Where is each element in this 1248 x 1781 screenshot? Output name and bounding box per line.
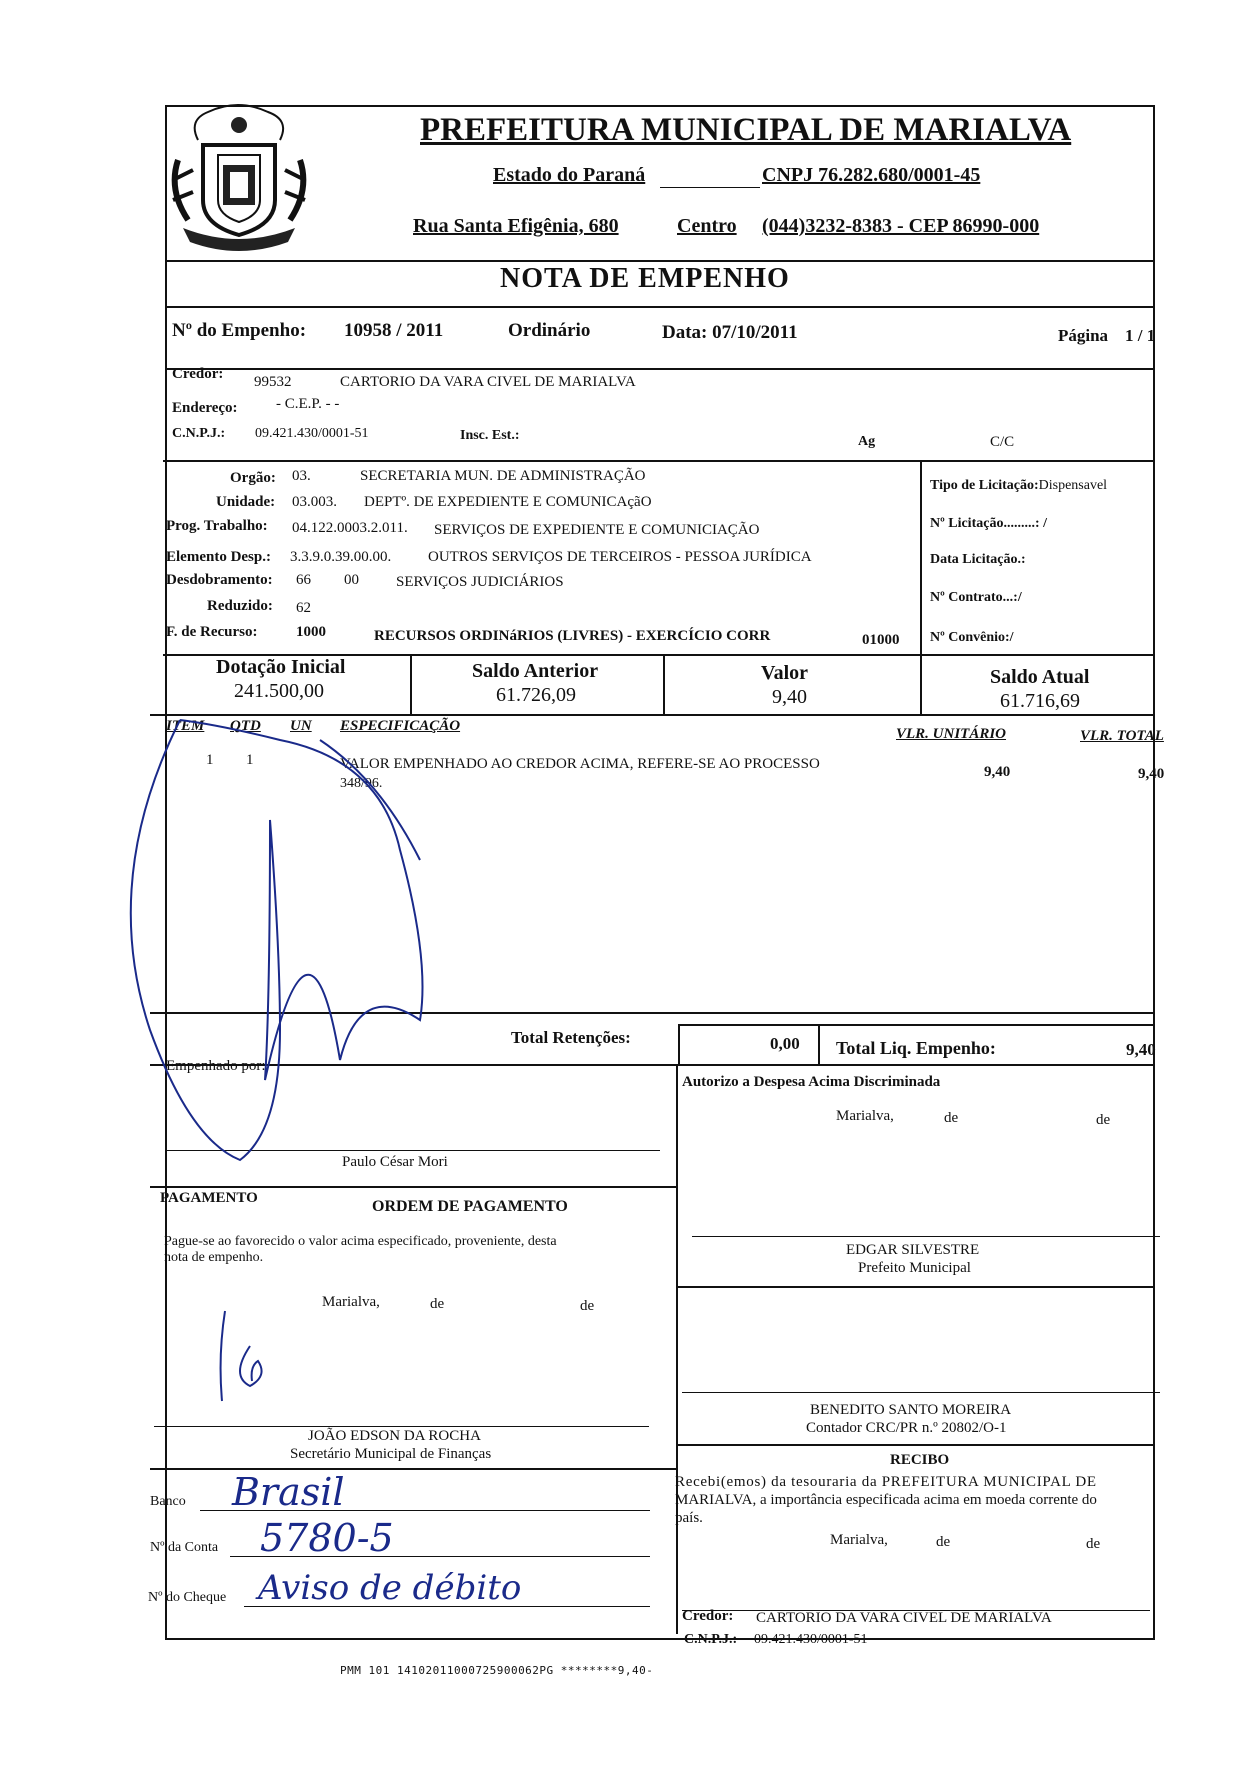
insc-label: Insc. Est.: — [460, 428, 520, 443]
handwritten-signature — [120, 700, 540, 1170]
header-estado: Estado do Paraná — [493, 164, 646, 186]
empenho-number-label: Nº do Empenho: — [172, 320, 307, 341]
document-title: NOTA DE EMPENHO — [500, 263, 790, 294]
marialva-date-1: Marialva, — [836, 1108, 894, 1124]
total-retencoes-label: Total Retenções: — [511, 1028, 631, 1047]
totals-col-divider — [818, 1024, 820, 1066]
dotacao-inicial-value: 241.500,00 — [234, 680, 324, 702]
ag-label: Ag — [858, 434, 876, 449]
banco-label: Banco — [150, 1494, 186, 1509]
orgao-code: 03. — [292, 468, 311, 484]
item-qtd: 1 — [246, 752, 254, 768]
dotacao-inicial-label: Dotação Inicial — [216, 656, 346, 678]
conta-handwriting: 5780-5 — [260, 1516, 394, 1560]
empenho-type: Ordinário — [508, 320, 591, 341]
de-3a: de — [936, 1534, 951, 1550]
col-vlr-total: VLR. TOTAL — [1080, 728, 1164, 744]
desdobramento-label: Desdobramento: — [166, 572, 273, 588]
col-especificacao: ESPECIFICAÇÃO — [340, 718, 461, 734]
banco-handwriting: Brasil — [232, 1470, 345, 1514]
signature-col-divider — [676, 1064, 678, 1634]
col-qtd: QTD — [230, 718, 261, 734]
divider — [165, 368, 1155, 370]
coat-of-arms-logo — [168, 100, 310, 255]
header-cnpj: CNPJ 76.282.680/0001-45 — [762, 164, 981, 186]
de-1b: de — [1096, 1112, 1111, 1128]
recurso-code: 1000 — [296, 624, 326, 640]
recibo-line1: Recebi(emos) da tesouraria da PREFEITURA MUNICIPAL DE — [675, 1474, 1097, 1490]
contrato-number: Nº Contrato...:/ — [930, 590, 1022, 605]
total-retencoes-value: 0,00 — [770, 1034, 800, 1053]
divider — [165, 306, 1155, 308]
credor-label: Credor: — [172, 366, 224, 382]
conta-label: Nº da Conta — [150, 1540, 219, 1555]
elemento-desc: OUTROS SERVIÇOS DE TERCEIROS - PESSOA JURÍDICA — [428, 549, 812, 565]
cnpj-value: 09.421.430/0001-51 — [255, 426, 369, 441]
secretario-name: JOÃO EDSON DA ROCHA — [308, 1428, 481, 1444]
de-2a: de — [430, 1296, 445, 1312]
recibo-credor-label: Credor: — [682, 1608, 734, 1624]
prog-desc: SERVIÇOS DE EXPEDIENTE E COMUNICIAÇÃO — [434, 522, 760, 538]
page-label: Página — [1058, 326, 1109, 345]
valor-value: 9,40 — [772, 686, 807, 708]
header-bairro: Centro — [677, 215, 737, 237]
recibo-credor-name: CARTORIO DA VARA CIVEL DE MARIALVA — [756, 1610, 1052, 1626]
item-unit-value: 9,40 — [984, 764, 1011, 780]
divider — [163, 460, 1155, 462]
page-number: 1 / 1 — [1125, 326, 1156, 345]
header-address: Rua Santa Efigênia, 680 — [413, 215, 619, 237]
recibo-line3: país. — [675, 1510, 703, 1526]
de-3b: de — [1086, 1536, 1101, 1552]
header-phone-cep: (044)3232-8383 - CEP 86990-000 — [762, 215, 1040, 237]
col-item: ITEM — [166, 718, 205, 734]
elemento-code: 3.3.9.0.39.00.00. — [290, 549, 392, 565]
total-liquido-label: Total Liq. Empenho: — [836, 1038, 996, 1058]
totals-col-divider — [678, 1024, 680, 1066]
prog-label: Prog. Trabalho: — [166, 518, 268, 534]
convenio-number: Nº Convênio:/ — [930, 630, 1014, 645]
desdobramento-desc: SERVIÇOS JUDICIÁRIOS — [396, 574, 564, 590]
recibo-cnpj-label: C.N.P.J.: — [684, 1632, 738, 1647]
empenho-number: 10958 / 2011 — [344, 320, 444, 341]
marialva-date-3: Marialva, — [830, 1532, 888, 1548]
credor-name: CARTORIO DA VARA CIVEL DE MARIALVA — [340, 374, 636, 390]
prefeito-name: EDGAR SILVESTRE — [846, 1242, 980, 1258]
unidade-desc: DEPTº. DE EXPEDIENTE E COMUNICAçãO — [364, 494, 652, 510]
cc-label: C/C — [990, 434, 1015, 450]
secretario-role: Secretário Municipal de Finanças — [290, 1446, 492, 1462]
item-number: 1 — [206, 752, 214, 768]
unidade-label: Unidade: — [216, 494, 276, 510]
prog-code: 04.122.0003.2.011. — [292, 520, 408, 536]
orgao-desc: SECRETARIA MUN. DE ADMINISTRAÇÃO — [360, 468, 646, 484]
ordem-pagamento-label: ORDEM DE PAGAMENTO — [372, 1198, 568, 1215]
orgao-label: Orgão: — [230, 470, 276, 486]
total-liquido-value: 9,40 — [1126, 1040, 1156, 1059]
divider — [165, 260, 1155, 262]
empenhado-name: Paulo César Mori — [342, 1154, 448, 1170]
licitacao-date: Data Licitação.: — [930, 552, 1026, 567]
divider — [676, 1444, 1155, 1446]
marialva-date-2: Marialva, — [322, 1294, 380, 1310]
saldo-col-divider — [663, 654, 665, 714]
saldo-anterior-label: Saldo Anterior — [472, 660, 599, 682]
contador-name: BENEDITO SANTO MOREIRA — [810, 1402, 1012, 1418]
header-estado-underline — [660, 187, 760, 188]
cnpj-label: C.N.P.J.: — [172, 426, 226, 441]
col-un: UN — [290, 718, 312, 734]
divider — [676, 1286, 1155, 1288]
pague-line2: nota de empenho. — [164, 1250, 264, 1265]
licitacao-divider — [920, 460, 922, 656]
recibo-title: RECIBO — [890, 1452, 950, 1468]
signature-line — [154, 1426, 649, 1427]
recurso-code2: 01000 — [862, 632, 900, 648]
credor-code: 99532 — [254, 374, 292, 390]
signature-line — [682, 1392, 1160, 1393]
recurso-desc: RECURSOS ORDINáRIOS (LIVRES) - EXERCÍCIO CORR — [374, 628, 771, 644]
recibo-line2: MARIALVA, a importância especificada acima em moeda corrente do — [675, 1492, 1097, 1508]
de-1a: de — [944, 1110, 959, 1126]
footer-code: PMM 101 14102011000725900062PG ********9,40- — [340, 1664, 654, 1677]
item-total-value: 9,40 — [1138, 766, 1165, 782]
recurso-label: F. de Recurso: — [166, 624, 258, 640]
prefeito-role: Prefeito Municipal — [858, 1260, 971, 1276]
saldo-col-divider — [920, 654, 922, 714]
recibo-cnpj-value: 09.421.430/0001-51 — [754, 1632, 868, 1647]
licitacao-type-label: Tipo de Licitação: — [930, 478, 1039, 493]
col-vlr-unitario: VLR. UNITÁRIO — [896, 726, 1007, 742]
item-desc-line1: VALOR EMPENHADO AO CREDOR ACIMA, REFERE-SE AO PROCESSO — [340, 756, 820, 772]
desdobramento-code2: 00 — [344, 572, 359, 588]
pague-line1: Pague-se ao favorecido o valor acima especificado, proveniente, desta — [164, 1234, 557, 1249]
saldo-atual-value: 61.716,69 — [1000, 690, 1080, 712]
desdobramento-code1: 66 — [296, 572, 311, 588]
cheque-handwriting: Aviso de débito — [258, 1568, 522, 1608]
cheque-label: Nº do Cheque — [148, 1590, 227, 1605]
pagamento-label: PAGAMENTO — [160, 1190, 258, 1206]
divider — [150, 1186, 676, 1188]
saldo-atual-label: Saldo Atual — [990, 666, 1090, 688]
totals-top-rule — [678, 1024, 1155, 1026]
autorizo-text: Autorizo a Despesa Acima Discriminada — [682, 1074, 941, 1090]
unidade-code: 03.003. — [292, 494, 337, 510]
item-desc-line2: 348/96. — [340, 776, 383, 791]
divider — [150, 1468, 676, 1470]
handwritten-initials — [210, 1306, 280, 1406]
header-title: PREFEITURA MUNICIPAL DE MARIALVA — [420, 112, 1072, 148]
address-label: Endereço: — [172, 400, 238, 416]
signature-line — [692, 1236, 1160, 1237]
licitacao-type-value: Dispensavel — [1038, 478, 1108, 493]
elemento-label: Elemento Desp.: — [166, 549, 271, 565]
contador-role: Contador CRC/PR n.º 20802/O-1 — [806, 1420, 1007, 1436]
address-value: - C.E.P. - - — [276, 396, 340, 412]
empenhado-label: Empenhado por: — [166, 1058, 266, 1074]
reduzido-code: 62 — [296, 600, 311, 616]
de-2b: de — [580, 1298, 595, 1314]
empenho-date: Data: 07/10/2011 — [662, 322, 798, 343]
reduzido-label: Reduzido: — [207, 598, 273, 614]
licitacao-type — [930, 478, 1107, 494]
valor-label: Valor — [761, 662, 809, 684]
saldo-anterior-value: 61.726,09 — [496, 684, 576, 706]
licitacao-number: Nº Licitação.........: / — [930, 516, 1047, 531]
